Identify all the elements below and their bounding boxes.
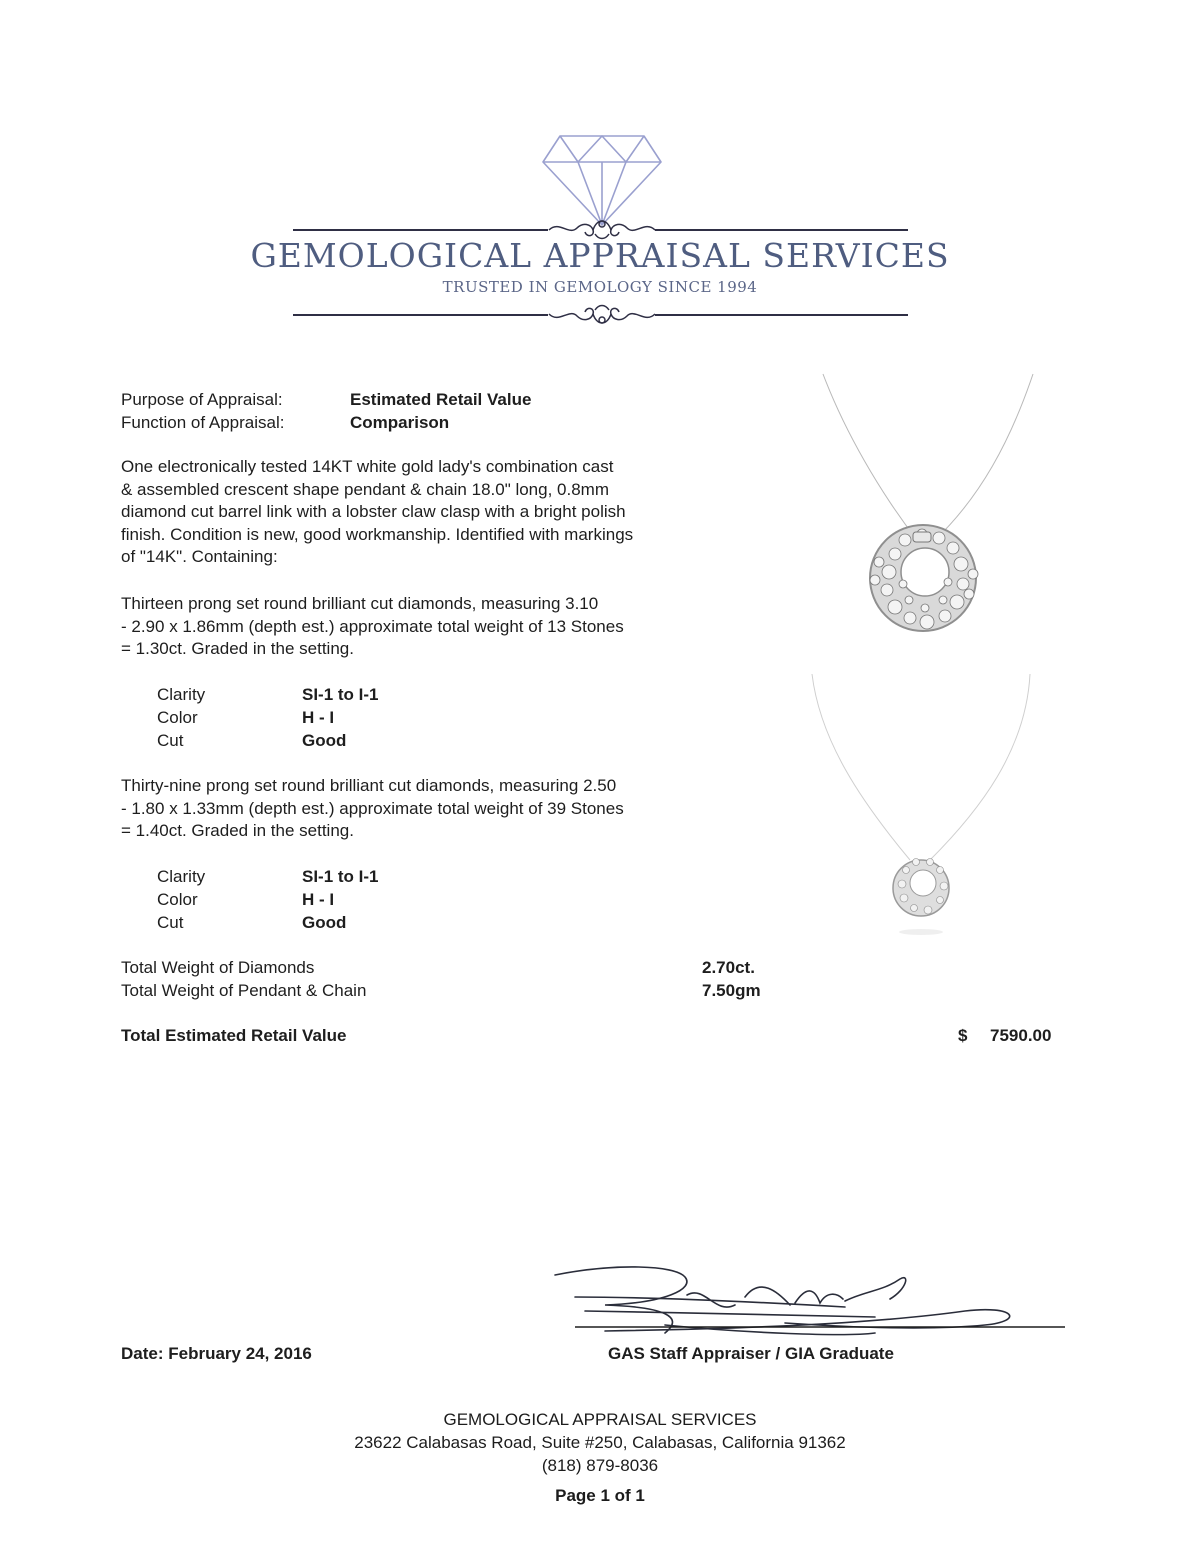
- function-label: Function of Appraisal:: [121, 413, 285, 432]
- page-number: Page 1 of 1: [555, 1486, 645, 1505]
- header-rule-bottom-right: [655, 314, 908, 316]
- description-line: diamond cut barrel link with a lobster claw clasp with a bright polish: [121, 502, 626, 521]
- footer-phone: (818) 879-8036: [541, 1456, 659, 1475]
- color-label: Color: [157, 890, 198, 909]
- header-rule-top-left: [293, 229, 548, 231]
- currency-symbol: $: [958, 1026, 968, 1045]
- retail-value-amount: 7590.00: [990, 1026, 1052, 1045]
- company-name: GEMOLOGICAL APPRAISAL SERVICES: [250, 236, 950, 275]
- clarity-label: Clarity: [157, 685, 206, 704]
- footer-address: 23622 Calabasas Road, Suite #250, Calabasas, California 91362: [354, 1433, 846, 1452]
- stone-group-description: [121, 593, 731, 661]
- scroll-ornament-icon: [547, 300, 657, 330]
- color-label: Color: [157, 708, 198, 727]
- footer-company-name: GEMOLOGICAL APPRAISAL SERVICES: [443, 1410, 757, 1429]
- pendant-photo: [790, 670, 1050, 950]
- total-pendant-weight-value: 7.50gm: [702, 981, 761, 1000]
- description-line: & assembled crescent shape pendant & chain 18.0" long, 0.8mm: [121, 479, 609, 499]
- appraiser-title: GAS Staff Appraiser / GIA Graduate: [608, 1344, 894, 1363]
- stone-description-line: - 1.80 x 1.33mm (depth est.) approximate total weight of 39 Stones: [121, 798, 624, 818]
- appraisal-date: Date: February 24, 2016: [121, 1344, 312, 1363]
- header-rule-top-right: [655, 229, 908, 231]
- retail-value-label: Total Estimated Retail Value: [121, 1026, 347, 1045]
- cut-value: Good: [302, 913, 347, 932]
- diamond-logo-icon: [540, 128, 664, 228]
- header-rule-bottom-left: [293, 314, 548, 316]
- purpose-label: Purpose of Appraisal:: [121, 390, 283, 409]
- stone-description-line: = 1.30ct. Graded in the setting.: [121, 639, 354, 658]
- stone-description-line: - 2.90 x 1.86mm (depth est.) approximate total weight of 13 Stones: [121, 616, 624, 636]
- stone-description-line: Thirteen prong set round brilliant cut diamonds, measuring 3.10: [121, 594, 599, 613]
- total-pendant-weight-label: Total Weight of Pendant & Chain: [121, 981, 367, 1000]
- total-diamond-weight-label: Total Weight of Diamonds: [121, 958, 315, 977]
- stone-description-line: = 1.40ct. Graded in the setting.: [121, 821, 354, 840]
- clarity-value: SI-1 to I-1: [302, 867, 379, 886]
- pendant-photo: [805, 372, 1045, 652]
- cut-label: Cut: [157, 913, 184, 932]
- clarity-label: Clarity: [157, 867, 206, 886]
- cut-value: Good: [302, 731, 347, 750]
- appraiser-signature: [545, 1255, 1070, 1345]
- item-description: [121, 456, 731, 569]
- description-line: of "14K". Containing:: [121, 547, 278, 566]
- description-line: finish. Condition is new, good workmanship. Identified with markings: [121, 524, 634, 544]
- total-diamond-weight-value: 2.70ct.: [702, 958, 755, 977]
- description-line: One electronically tested 14KT white gold lady's combination cast: [121, 457, 614, 476]
- clarity-value: SI-1 to I-1: [302, 685, 379, 704]
- color-value: H - I: [302, 890, 335, 909]
- stone-description-line: Thirty-nine prong set round brilliant cut diamonds, measuring 2.50: [121, 776, 617, 795]
- company-tagline: TRUSTED IN GEMOLOGY SINCE 1994: [442, 278, 758, 296]
- stone-group-description: [121, 775, 731, 843]
- purpose-value: Estimated Retail Value: [350, 390, 532, 409]
- function-value: Comparison: [350, 413, 450, 432]
- color-value: H - I: [302, 708, 335, 727]
- cut-label: Cut: [157, 731, 184, 750]
